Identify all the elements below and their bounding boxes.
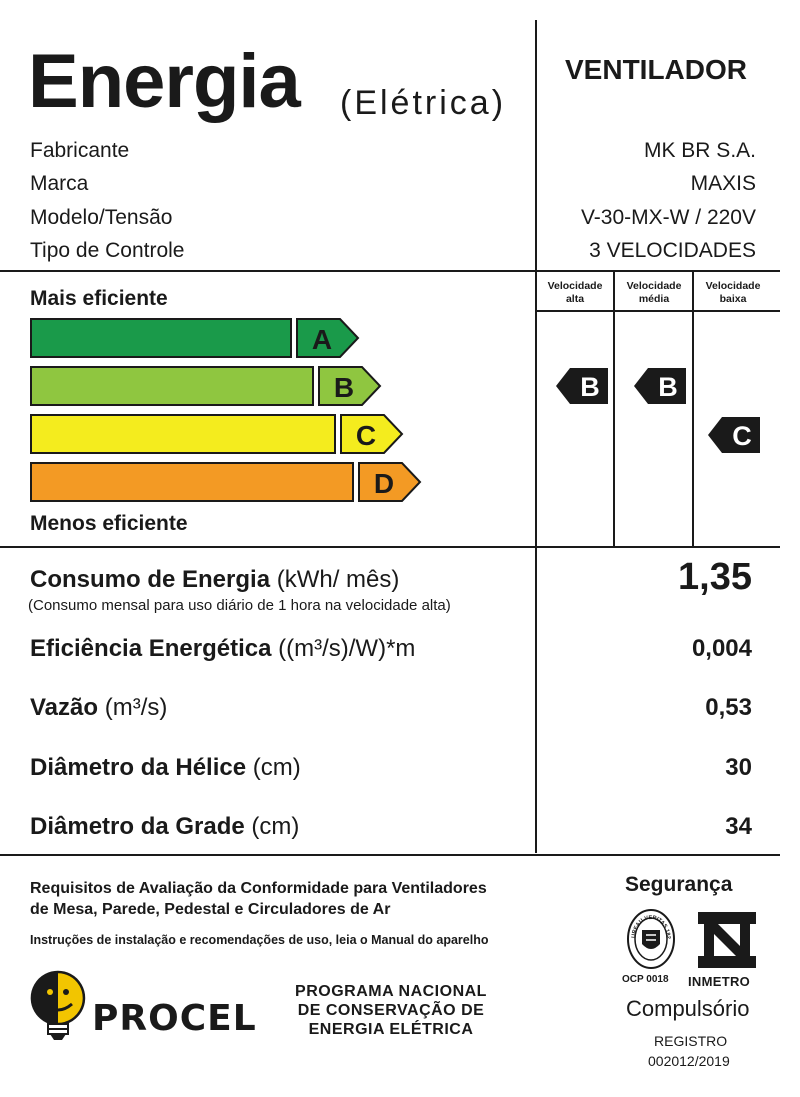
info-label-fabricante: Fabricante bbox=[30, 139, 130, 162]
label-title: Energia bbox=[28, 39, 300, 124]
efficiency-bar-b bbox=[30, 366, 314, 406]
info-value-marca: MAXIS bbox=[690, 172, 756, 195]
metric-label-vazao: Vazão (m³/s) bbox=[30, 694, 168, 721]
metric-value-eficiencia: 0,004 bbox=[691, 635, 752, 662]
speed-col-divider-1 bbox=[613, 272, 615, 546]
efficiency-letter-a: A bbox=[311, 324, 333, 355]
svg-text:C: C bbox=[732, 421, 752, 451]
instrucoes-text: Instruções de instalação e recomendações de uso, leia o Manual do aparelho bbox=[30, 933, 489, 947]
metric-label-helice: Diâmetro da Hélice (cm) bbox=[30, 754, 301, 781]
speed-rating-alta bbox=[556, 368, 608, 404]
metric-note-consumo: (Consumo mensal para uso diário de 1 hora na velocidade alta) bbox=[28, 597, 451, 614]
efficiency-bar-c bbox=[30, 414, 336, 454]
metric-value-grade: 34 bbox=[725, 813, 752, 840]
scale-divider bbox=[0, 546, 780, 548]
speed-rating-baixa bbox=[708, 417, 760, 453]
label-subtitle: (Elétrica) bbox=[340, 84, 507, 122]
info-label-marca: Marca bbox=[30, 172, 89, 195]
speed-header-baixa: Velocidade baixa bbox=[705, 280, 761, 306]
metric-label-grade: Diâmetro da Grade (cm) bbox=[30, 813, 300, 840]
efficiency-arrow-c bbox=[340, 414, 404, 454]
efficiency-letter-d: D bbox=[373, 468, 395, 499]
info-label-modelo: Modelo/Tensão bbox=[30, 206, 173, 229]
efficiency-arrow-a bbox=[296, 318, 360, 358]
efficiency-letter-c: C bbox=[355, 420, 377, 451]
metric-label-eficiencia: Eficiência Energética ((m³/s)/W)*m bbox=[30, 635, 416, 662]
svg-text:B: B bbox=[580, 372, 600, 402]
speed-col-divider-2 bbox=[692, 272, 694, 546]
efficiency-letter-b: B bbox=[333, 372, 355, 403]
procel-bulb-icon bbox=[28, 970, 88, 1042]
procel-logo-text: PROCEL bbox=[92, 998, 257, 1039]
main-vertical-divider bbox=[535, 20, 537, 853]
seguranca-heading: Segurança bbox=[625, 873, 733, 896]
scale-top-label: Mais eficiente bbox=[30, 287, 168, 310]
header-divider bbox=[0, 270, 780, 272]
programa-nacional-text: PROGRAMA NACIONAL DE CONSERVAÇÃO DE ENERGIA ELÉTRICA bbox=[295, 983, 487, 1038]
compulsorio-text: Compulsório bbox=[626, 996, 750, 1021]
inmetro-text: INMETRO bbox=[688, 974, 751, 989]
ocp-code: OCP 0018 bbox=[622, 974, 669, 985]
inmetro-logo-icon bbox=[694, 910, 760, 970]
footer-divider bbox=[0, 854, 780, 856]
info-value-modelo: V-30-MX-W / 220V bbox=[580, 206, 756, 229]
metric-value-helice: 30 bbox=[725, 754, 752, 781]
efficiency-arrow-b bbox=[318, 366, 382, 406]
efficiency-bar-d bbox=[30, 462, 354, 502]
speed-header-alta: Velocidade alta bbox=[547, 280, 603, 306]
speed-header-media: Velocidade média bbox=[626, 280, 682, 306]
efficiency-bar-a bbox=[30, 318, 292, 358]
scale-bottom-label: Menos eficiente bbox=[30, 512, 188, 535]
registro-label: REGISTRO bbox=[654, 1033, 728, 1049]
info-value-fabricante: MK BR S.A. bbox=[643, 139, 756, 162]
metric-value-vazao: 0,53 bbox=[705, 694, 752, 721]
product-type: VENTILADOR bbox=[565, 54, 747, 85]
requisitos-text: Requisitos de Avaliação da Conformidade para Ventiladores de Mesa, Parede, Pedestal e Circuladores de Ar bbox=[30, 880, 487, 918]
speed-header-line bbox=[536, 310, 780, 312]
info-value-controle: 3 VELOCIDADES bbox=[589, 239, 756, 262]
metric-value-consumo: 1,35 bbox=[678, 556, 752, 598]
speed-rating-media bbox=[634, 368, 686, 404]
svg-text:BUREAU VERITAS 1828: UREAU VERITAS 182 bbox=[630, 914, 672, 940]
svg-text:B: B bbox=[658, 372, 678, 402]
efficiency-arrow-d bbox=[358, 462, 422, 502]
bureau-veritas-seal-icon bbox=[626, 908, 676, 970]
info-label-controle: Tipo de Controle bbox=[30, 239, 185, 262]
registro-number: 002012/2019 bbox=[648, 1053, 730, 1069]
metric-label-consumo: Consumo de Energia (kWh/ mês) bbox=[30, 566, 400, 593]
